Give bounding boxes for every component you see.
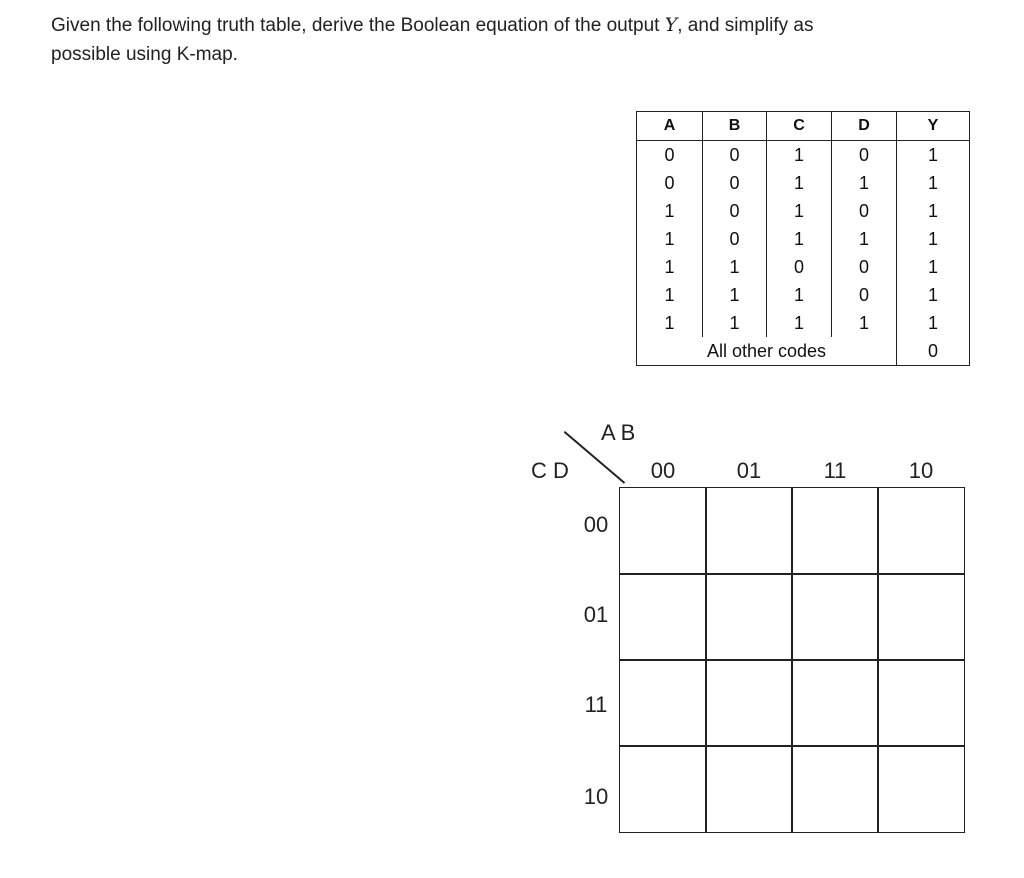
cell-b: 1 — [703, 281, 767, 309]
kmap-cell[interactable] — [705, 745, 793, 833]
cell-y: 1 — [897, 309, 970, 337]
cell-y: 1 — [897, 169, 970, 197]
table-row — [637, 253, 970, 281]
table-row — [637, 281, 970, 309]
cell-y: 1 — [897, 197, 970, 225]
kmap-row-label: 10 — [583, 784, 609, 809]
kmap-cell[interactable] — [877, 487, 965, 575]
kmap-cell[interactable] — [877, 573, 965, 661]
table-row-other — [637, 337, 970, 366]
other-codes-label: All other codes — [637, 337, 897, 366]
table-row — [637, 169, 970, 197]
kmap-cell[interactable] — [705, 659, 793, 747]
cell-d: 1 — [832, 169, 897, 197]
cell-a: 1 — [637, 309, 703, 337]
cell-y: 1 — [897, 253, 970, 281]
cell-a: 0 — [637, 169, 703, 197]
kmap-cell[interactable] — [877, 745, 965, 833]
table-row — [637, 309, 970, 337]
kmap-col-label: 01 — [736, 458, 762, 483]
cell-b: 1 — [703, 253, 767, 281]
cell-b: 0 — [703, 197, 767, 225]
header-d: D — [832, 112, 897, 141]
kmap-cell[interactable] — [791, 573, 879, 661]
cell-c: 1 — [767, 225, 832, 253]
cell-a: 1 — [637, 225, 703, 253]
cell-b: 0 — [703, 169, 767, 197]
cell-d: 1 — [832, 309, 897, 337]
cell-d: 1 — [832, 225, 897, 253]
kmap-cd-label: C D — [531, 458, 569, 483]
kmap-row-label: 11 — [584, 692, 608, 717]
cell-y: 1 — [897, 225, 970, 253]
cell-b: 0 — [703, 225, 767, 253]
kmap-cell[interactable] — [619, 487, 707, 575]
cell-d: 0 — [832, 197, 897, 225]
cell-a: 0 — [637, 141, 703, 170]
cell-c: 1 — [767, 281, 832, 309]
kmap-col-label: 10 — [908, 458, 934, 483]
cell-b: 0 — [703, 141, 767, 170]
output-variable: Y — [664, 14, 678, 36]
header-c: C — [767, 112, 832, 141]
kmap-row-label: 00 — [583, 512, 609, 537]
other-codes-value: 0 — [897, 337, 970, 366]
header-b: B — [703, 112, 767, 141]
cell-a: 1 — [637, 281, 703, 309]
cell-c: 1 — [767, 197, 832, 225]
kmap-cell[interactable] — [791, 659, 879, 747]
kmap-cell[interactable] — [791, 745, 879, 833]
question-part-2: , and simplify as — [677, 15, 814, 36]
kmap-cell[interactable] — [877, 659, 965, 747]
table-row — [637, 141, 970, 170]
truth-table-header — [637, 112, 970, 141]
cell-b: 1 — [703, 309, 767, 337]
kmap-cell[interactable] — [619, 573, 707, 661]
kmap-cell[interactable] — [705, 487, 793, 575]
cell-c: 0 — [767, 253, 832, 281]
cell-d: 0 — [832, 281, 897, 309]
cell-c: 1 — [767, 309, 832, 337]
kmap-cell[interactable] — [705, 573, 793, 661]
cell-c: 1 — [767, 169, 832, 197]
kmap-cell[interactable] — [791, 487, 879, 575]
cell-c: 1 — [767, 141, 832, 170]
cell-a: 1 — [637, 253, 703, 281]
question-line-2: possible using K-map. — [51, 44, 238, 65]
header-a: A — [637, 112, 703, 141]
kmap-col-label: 11 — [823, 458, 847, 483]
header-y: Y — [897, 112, 970, 141]
kmap-col-label: 00 — [650, 458, 676, 483]
cell-a: 1 — [637, 197, 703, 225]
kmap-row-label: 01 — [583, 602, 609, 627]
kmap-cell[interactable] — [619, 659, 707, 747]
kmap-ab-label: A B — [601, 420, 636, 445]
truth-table — [636, 111, 970, 366]
table-row — [637, 225, 970, 253]
cell-d: 0 — [832, 141, 897, 170]
kmap-grid — [620, 488, 964, 832]
cell-y: 1 — [897, 281, 970, 309]
question-part-1: Given the following truth table, derive the Boolean equation of the output — [51, 15, 665, 36]
kmap-cell[interactable] — [619, 745, 707, 833]
question-text — [51, 11, 951, 69]
cell-y: 1 — [897, 141, 970, 170]
cell-d: 0 — [832, 253, 897, 281]
table-row — [637, 197, 970, 225]
